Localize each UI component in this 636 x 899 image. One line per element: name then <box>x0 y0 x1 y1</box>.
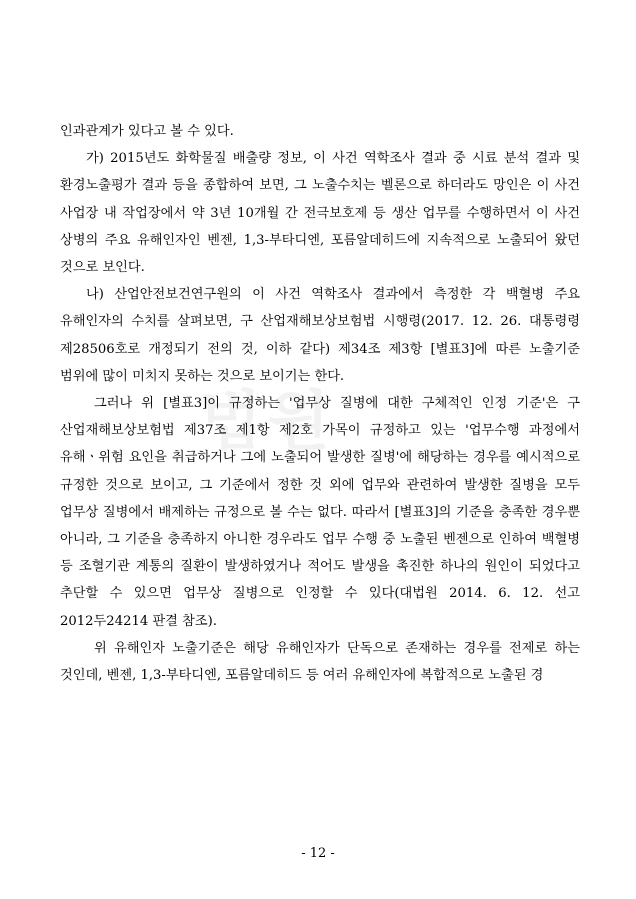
paragraph-exposure-standard: 위 유해인자 노출기준은 해당 유해인자가 단독으로 존재하는 경우를 전제로 하는 것인데, 벤젠, 1,3-부타디엔, 포름알데히드 등 여러 유해인자에 복합적으로 노출된 경 <box>60 640 580 684</box>
paragraph-however: 그러나 위 [별표3]이 규정하는 '업무상 질병에 대한 구체적인 인정 기준'은 구 산업재해보상보험법 제37조 제1항 제2호 가목이 규정하고 있는 '업무수행 과정에서 유해ㆍ위험 요인을 취급하거나 그에 노출되어 발생한 질병'에 해당하는 경우를 예시적으로 규정한 것으로 보이고, 그 기준에서 정한 것 외에 업무와 관련하여 발생한 질병을 모두 업무상 질병에서 배제하는 규정으로 볼 수는 없다. 따라서 [별표3]의 기준을 충족한 경우뿐 아니라, 그 기준을 충족하지 아니한 경우라도 업무 수행 중 노출된 벤젠으로 인하여 백혈병 등 조혈기관 계통의 질환이 발생하였거나 적어도 발생을 촉진한 하나의 원인이 되었다고 추단할 수 있으면 업무상 질병으로 인정할 수 있다(대법원 2014. 6. 12. 선고 2012두24214 판결 참조). <box>60 396 580 629</box>
watermark-logo: 법원 <box>200 385 336 459</box>
page-number: - 12 - <box>301 846 335 861</box>
paragraph-na: 나) 산업안전보건연구원의 이 사건 역학조사 결과에서 측정한 각 백혈병 주요 유해인자의 수치를 살펴보면, 구 산업재해보상보험법 시행령(2017. 12. 26. 대통령령 제28506호로 개정되기 전의 것, 이하 같다) 제34조 제3항 [별표3]에 따른 노출기준 범위에 많이 미치지 못하는 것으로 보이기는 한다. <box>60 287 580 384</box>
document-body <box>60 118 580 689</box>
paragraph-ga: 가) 2015년도 화학물질 배출량 정보, 이 사건 역학조사 결과 중 시료 분석 결과 및 환경노출평가 결과 등을 종합하여 보면, 그 노출수치는 벨론으로 하더라도 망인은 이 사건 사업장 내 작업장에서 약 3년 10개월 간 전극보호제 등 생산 업무를 수행하면서 이 사건 상병의 주요 유해인자인 벤젠, 1,3-부타디엔, 포름알데히드에 지속적으로 노출되어 왔던 것으로 보인다. <box>60 151 580 276</box>
paragraph-continuation: 인과관계가 있다고 볼 수 있다. <box>60 124 234 139</box>
